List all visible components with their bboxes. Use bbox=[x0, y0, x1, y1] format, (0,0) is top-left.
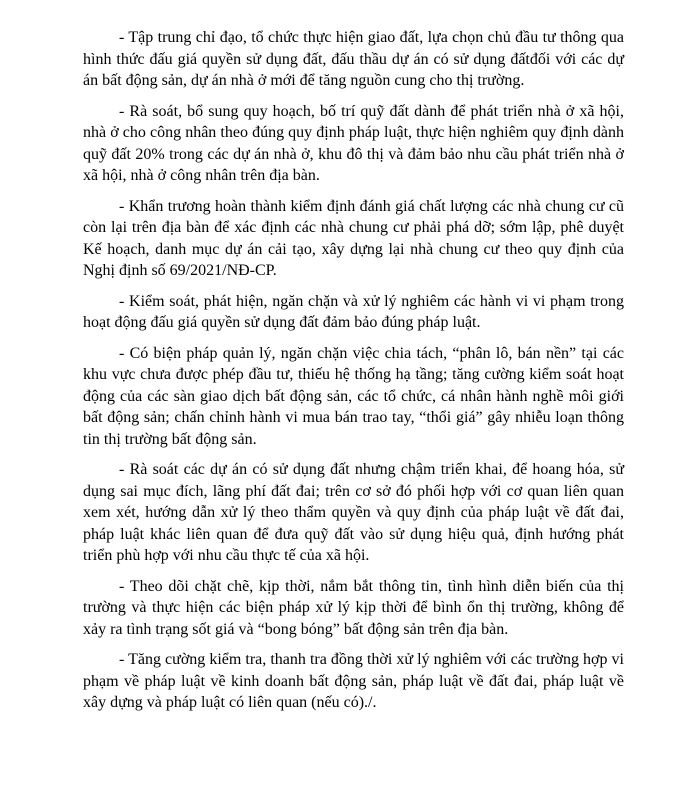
paragraph-market-monitoring: - Theo dõi chặt chẽ, kịp thời, nắm bắt thông tin, tình hình diễn biến của thị trường và thực hiện các biện pháp xử lý kịp thời để bình ổn thị trường, không để xảy ra tình trạng sốt giá và “bong bóng” bất động sản trên địa bàn. bbox=[83, 577, 624, 638]
paragraph-delayed-projects: - Rà soát các dự án có sử dụng đất nhưng chậm triển khai, để hoang hóa, sử dụng sai mục đích, lãng phí đất đai; trên cơ sở đó phối hợp với cơ quan liên quan xem xét, hướng dẫn xử lý theo thẩm quyền và quy định của pháp luật về đất đai, pháp luật khác liên quan để đưa quỹ đất vào sử dụng hiệu quả, định hướng phát triển phù hợp với nhu cầu thực tế của xã hội. bbox=[83, 461, 624, 564]
document-body bbox=[83, 27, 624, 723]
paragraph-inspection: - Tăng cường kiểm tra, thanh tra đồng thời xử lý nghiêm với các trường hợp vi phạm về pháp luật về kinh doanh bất động sản, pháp luật về đất đai, pháp luật về xây dựng và pháp luật có liên quan (nếu có)./. bbox=[83, 651, 624, 711]
paragraph-social-housing: - Rà soát, bổ sung quy hoạch, bố trí quỹ đất dành để phát triển nhà ở xã hội, nhà ở cho công nhân theo đúng quy định pháp luật, thực hiện nghiêm quy định dành quỹ đất 20% trong các dự án nhà ở, khu đô thị và đảm bảo nhu cầu phát triển nhà ở xã hội, nhà ở công nhân trên địa bàn. bbox=[83, 102, 624, 184]
paragraph-auction-control: - Kiểm soát, phát hiện, ngăn chặn và xử lý nghiêm các hành vi vi phạm trong hoạt động đấu giá quyền sử dụng đất đảm bảo đúng pháp luật. bbox=[83, 292, 624, 331]
paragraph-old-apartments: - Khẩn trương hoàn thành kiểm định đánh giá chất lượng các nhà chung cư cũ còn lại trên địa bàn để xác định các nhà chung cư phải phá dỡ; sớm lập, phê duyệt Kế hoạch, danh mục dự án cải tạo, xây dựng lại nhà chung cư theo quy định của Nghị định số 69/2021/NĐ-CP. bbox=[83, 197, 624, 279]
paragraph-land-allocation: - Tập trung chỉ đạo, tổ chức thực hiện giao đất, lựa chọn chủ đầu tư thông qua hình thức đấu giá quyền sử dụng đất, đấu thầu dự án có sử dụng đấtđối với các dự án bất động sản, dự án nhà ở mới để tăng nguồn cung cho thị trường. bbox=[83, 29, 624, 89]
paragraph-land-subdivision: - Có biện pháp quản lý, ngăn chặn việc chia tách, “phân lô, bán nền” tại các khu vực chưa được phép đầu tư, thiếu hệ thống hạ tầng; tăng cường kiểm soát hoạt động của các sàn giao dịch bất động sản, các tổ chức, cá nhân hành nghề môi giới bất động sản; chấn chỉnh hành vi mua bán trao tay, “thổi giá” gây nhiễu loạn thông tin thị trường bất động sản. bbox=[83, 344, 624, 448]
